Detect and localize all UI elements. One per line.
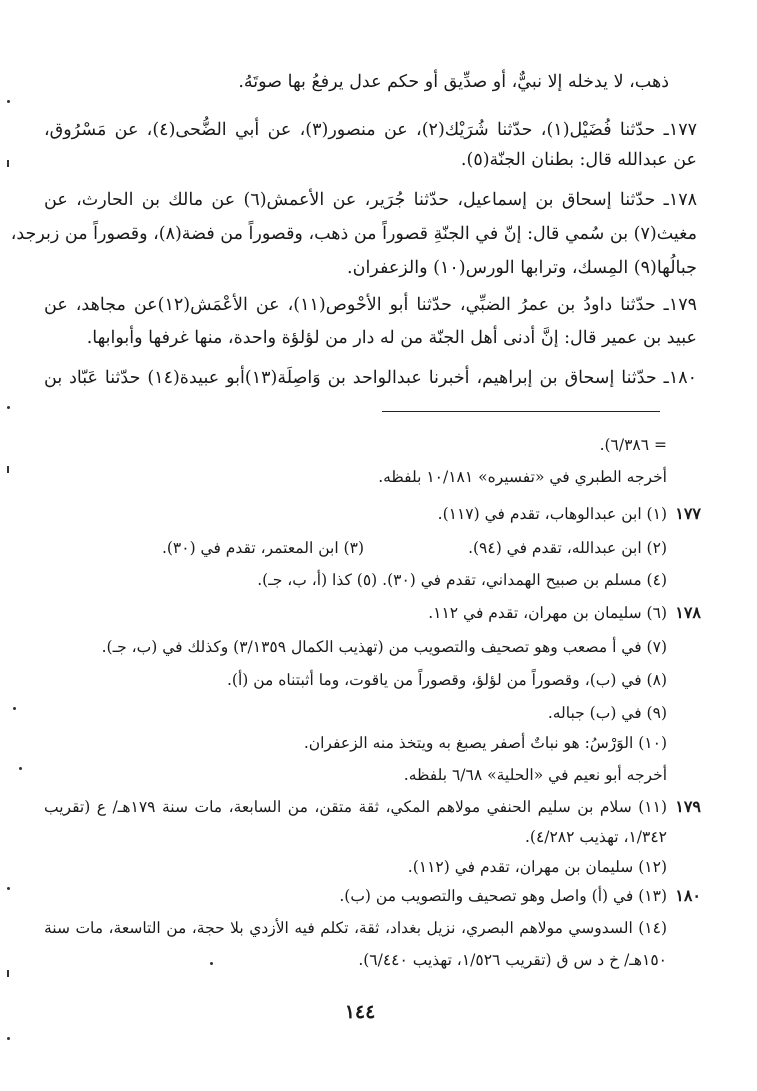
footnote-179-11: (١١) سلام بن سليم الحنفي مولاهم المكي، ثقة متقن، من السابعة، مات سنة ١٧٩هـ/ ع (تقريب	[44, 798, 668, 816]
main-text-line-1: ذهب، لا يدخله إلا نبيٌّ، أو صدِّيق أو حكم عدل يرفعُ بها صوتَهُ.	[238, 72, 669, 92]
scan-mark	[7, 887, 10, 890]
footnote-178-9: (٩) في (ب) جباله.	[547, 704, 667, 722]
footnote-group-number: ١٧٧	[675, 504, 701, 523]
footnote-takhrij-176: أخرجه الطبري في «تفسيره» ١٠/١٨١ بلفظه.	[378, 468, 667, 486]
scan-mark	[7, 100, 10, 103]
footnote-178-10: (١٠) الوَرْسُ: هو نباتٌ أصفر يصبغ به ويتخذ منه الزعفران.	[303, 734, 667, 752]
main-text-line-2: ١٧٧ـ حدّثنا فُضَيْل(١)، حدّثنا شُرَيْك(٢)، عن منصور(٣)، عن أبي الضُّحى(٤)، عن مَسْرُوق،	[44, 120, 698, 140]
scan-mark	[7, 970, 9, 977]
footnote-180-14-cont: ١٥٠هـ/ خ د س ق (تقريب ١/٥٢٦، تهذيب ٦/٤٤٠).	[358, 951, 667, 969]
scan-mark	[7, 466, 9, 473]
scan-mark	[210, 962, 213, 965]
footnote-180-14: (١٤) السدوسي مولاهم البصري، نزيل بغداد، ثقة، تكلم فيه الأزدي بلا حجة، من التاسعة، مات سنة	[44, 919, 667, 937]
main-text-line-4: ١٧٨ـ حدّثنا إسحاق بن إسماعيل، حدّثنا جُرَير، عن الأعمش(٦) عن مالك بن الحارث، عن	[44, 190, 698, 210]
footnote-179-11-cont: ١/٣٤٢، تهذيب ٤/٢٨٢).	[524, 828, 667, 846]
footnote-takhrij-178: أخرجه أبو نعيم في «الحلية» ٦/٦٨ بلفظه.	[403, 766, 667, 784]
main-text-line-7: ١٧٩ـ حدّثنا داودُ بن عمرُ الضبِّي، حدّثنا أبو الأحْوص(١١)، عن الأعْمَش(١٢)عن مجاهد، عن	[44, 295, 698, 315]
scan-mark	[13, 707, 16, 710]
main-text-line-6: جبالُها(٩) المِسك، وترابها الورس(١٠) والزعفران.	[347, 258, 697, 278]
footnote-group-number: ١٧٩	[675, 797, 701, 816]
footnote-continuation: = ٦/٣٨٦).	[599, 436, 667, 454]
footnote-178-7: (٧) في أ مصعب وهو تصحيف والتصويب من (تهذيب الكمال ٣/١٣٥٩) وكذلك في (ب، جـ).	[101, 638, 667, 656]
footnote-177-2: (٢) ابن عبدالله، تقدم في (٩٤).	[468, 539, 667, 557]
footnote-177-4-5: (٤) مسلم بن صبيح الهمداني، تقدم في (٣٠). (٥) كذا (أ، ب، جـ).	[257, 571, 667, 589]
main-text-line-8: عبيد بن عمير قال: إنَّ أدنى أهل الجنّة من له دار من لؤلؤة واحدة، منها غرفها وأبوابها.	[86, 328, 697, 348]
footnote-180-13: (١٣) في (أ) واصل وهو تصحيف والتصويب من (ب).	[339, 887, 667, 905]
footnote-separator	[382, 411, 660, 412]
main-text-line-3: عن عبدالله قال: بطنان الجنّة(٥).	[460, 150, 697, 170]
footnote-178-8: (٨) في (ب)، وقصوراً من لؤلؤ، وقصوراً من ياقوت، وما أثبتناه من (أ).	[227, 671, 667, 689]
footnote-group-number: ١٧٨	[675, 603, 701, 622]
page-number: ١٤٤	[344, 1001, 376, 1023]
footnote-179-12: (١٢) سليمان بن مهران، تقدم في (١١٢).	[407, 858, 667, 876]
scan-mark	[7, 1037, 10, 1040]
scan-mark	[19, 767, 22, 770]
footnote-177-3: (٣) ابن المعتمر، تقدم في (٣٠).	[161, 539, 364, 557]
footnote-178-6: (٦) سليمان بن مهران، تقدم في ١١٢.	[428, 604, 667, 622]
scan-mark	[7, 160, 9, 167]
footnote-177-1: (١) ابن عبدالوهاب، تقدم في (١١٧).	[437, 505, 667, 523]
scan-mark	[7, 406, 10, 409]
main-text-line-5: مغيث(٧) بن سُمي قال: إنّ في الجنّةِ قصوراً من ذهب، وقصوراً من فضة(٨)، وقصوراً من زبرجد،	[10, 224, 697, 244]
footnote-group-number: ١٨٠	[675, 886, 701, 905]
main-text-line-9: ١٨٠ـ حدّثنا إسحاق بن إبراهيم، أخبرنا عبدالواحد بن وَاصِلَة(١٣)أبو عبيدة(١٤) حدّثنا عَبّاد بن	[44, 368, 698, 388]
